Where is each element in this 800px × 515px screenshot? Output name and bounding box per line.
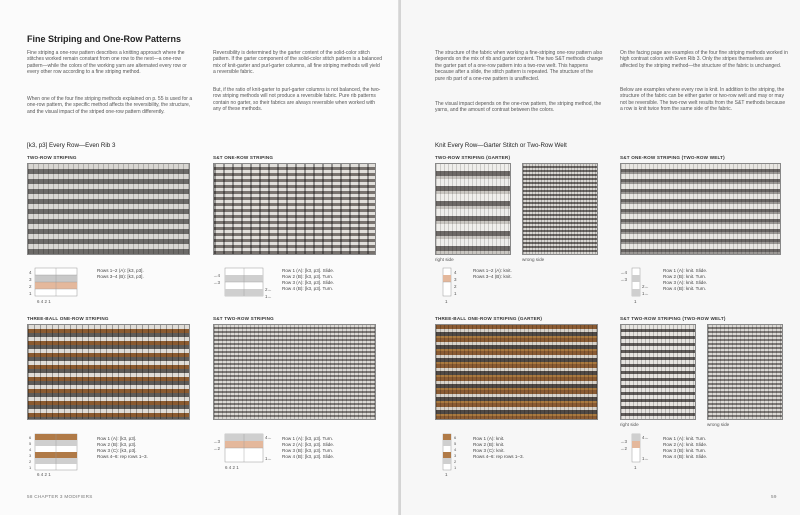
stitch-chart — [27, 266, 89, 306]
chart-row-label: 1 — [29, 291, 32, 296]
chart-row-label: 2← — [642, 284, 650, 289]
left-page — [0, 0, 399, 515]
swatch-caption: THREE-BALL ONE-ROW STRIPING (GARTER) — [435, 316, 543, 321]
right-page — [401, 0, 800, 515]
row-instructions — [97, 268, 144, 280]
row-instruction: Row 1 (A): [k3, p3]. Turn. — [282, 436, 334, 441]
row-instruction: Row 1 (A): [k3, p3]. Slide. — [282, 268, 335, 273]
swatch-caption: TWO-ROW STRIPING — [27, 155, 77, 160]
chart-col-label: 6 4 2 1 — [37, 472, 51, 477]
knit-swatch-image — [435, 324, 598, 420]
chart-row-label: 2 — [29, 459, 32, 464]
row-instruction: Row 3 (A): [k3, p3]. Slide. — [282, 280, 335, 285]
chart-row-label: 4← — [265, 435, 273, 440]
swatch-caption: TWO-ROW STRIPING (GARTER) — [435, 155, 511, 160]
chart-row-label: 2 — [29, 284, 32, 289]
knit-swatch-image — [27, 163, 190, 255]
chart-row-label: 4 — [454, 447, 457, 452]
chart-row-label: 6 — [29, 435, 32, 440]
row-instruction: Rows 3–4 (B): [k3, p3]. — [97, 274, 144, 279]
chart-row-label: →4 — [620, 270, 628, 275]
swatch-caption: S&T ONE-ROW STRIPING (TWO-ROW WELT) — [620, 155, 725, 160]
chart-row-label: 4← — [642, 435, 650, 440]
row-instructions — [97, 436, 148, 460]
chart-col-label: 6 4 2 1 — [225, 465, 239, 470]
chart-row-label: 3 — [454, 277, 457, 282]
row-instruction: Row 3 (B): knit. Turn. — [663, 448, 707, 453]
stitch-chart — [213, 432, 279, 472]
chart-row-label: →3 — [213, 280, 221, 285]
chart-row-label: 4 — [454, 270, 457, 275]
knit-swatch-image — [213, 163, 376, 255]
row-instruction: Row 2 (B): [k3, p3]. — [97, 442, 137, 447]
side-label: wrong side — [522, 257, 545, 262]
chart-row-label: 3 — [29, 453, 32, 458]
chart-row-label: 5 — [29, 441, 32, 446]
stitch-chart — [620, 432, 656, 472]
side-label: right side — [435, 257, 454, 262]
right-col1-para1: The structure of the fabric when working a fine-striping one-row pattern also depends on the mix of rib and garter content. The two S&T methods change the garter part of a one-row pattern into a two-row welt. This happens because after a slide, the stitch pattern is repeated. The structure of the pure rib part of a one-row pattern is unaffected. — [435, 50, 603, 82]
row-instruction: Row 4 (B): knit. Slide. — [663, 454, 708, 459]
left-col2-para1: Reversibility is determined by the garter content of the solid-color stitch pattern. If the garter component of the solid-color stitch pattern is a balanced mix of knit-garter and purl-garter columns, all fine striping methods will yield a reversible fabric. — [213, 50, 382, 76]
row-instructions — [663, 268, 707, 292]
chart-col-label: 1 — [634, 465, 637, 470]
knit-swatch-image — [620, 163, 781, 255]
chart-col-label: 6 4 2 1 — [37, 299, 51, 304]
chart-row-label: 6 — [454, 435, 457, 440]
stitch-chart — [213, 266, 279, 306]
knit-swatch-image — [213, 324, 376, 420]
row-instruction: Row 4 (B): knit. Turn. — [663, 286, 707, 291]
knit-swatch-image — [522, 163, 598, 255]
chart-row-label: →4 — [213, 273, 221, 278]
page-title: Fine Striping and One-Row Patterns — [27, 34, 182, 44]
right-col2-para1: On the facing page are examples of the four fine striping methods worked in high contrast colors with Even Rib 3. Only the stripes themselves are affected by the striping method—the structure of the fabric is unchanged. — [620, 50, 788, 69]
swatch-caption: THREE-BALL ONE-ROW STRIPING — [27, 316, 109, 321]
row-instruction: Row 1 (A): knit. Slide. — [663, 268, 708, 273]
chart-row-label: 2 — [454, 284, 457, 289]
row-instruction: Rows 1–2 (A): [k3, p3]. — [97, 268, 144, 273]
row-instruction: Row 3 (B): [k3, p3]. Turn. — [282, 448, 334, 453]
swatch-caption: S&T TWO-ROW STRIPING — [213, 316, 274, 321]
section-heading: Knit Every Row—Garter Stitch or Two-Row Welt — [435, 142, 567, 149]
row-instruction: Row 3 (A): knit. Slide. — [663, 280, 708, 285]
row-instruction: Row 1 (A): knit. Turn. — [663, 436, 707, 441]
chart-row-label: →3 — [213, 439, 221, 444]
chart-row-label: 1 — [454, 465, 457, 470]
chart-row-label: →2 — [213, 446, 221, 451]
row-instruction: Row 2 (A): [k3, p3]. Slide. — [282, 442, 335, 447]
row-instruction: Rows 4–6: rep rows 1–3. — [473, 454, 524, 459]
row-instruction: Row 4 (B): [k3, p3]. Slide. — [282, 454, 335, 459]
left-col2-para2: But, if the ratio of knit-garter to purl-garter columns is not balanced, the two-row striping methods will not produce a reversible fabric. Pure rib patterns contain no garter, so their fabrics are always reversible when worked with any of these methods. — [213, 87, 381, 113]
knit-swatch-image — [620, 324, 696, 420]
chart-row-label: →2 — [620, 446, 628, 451]
row-instruction: Row 3 (C): [k3, p3]. — [97, 448, 137, 453]
chart-row-label: 1 — [29, 465, 32, 470]
chart-row-label: 4 — [29, 270, 32, 275]
row-instruction: Row 2 (A): knit. Slide. — [663, 442, 708, 447]
chart-row-label: 4 — [29, 447, 32, 452]
side-label: wrong side — [707, 422, 730, 427]
row-instruction: Row 1 (A): knit. — [473, 436, 505, 441]
chart-row-label: 1← — [642, 456, 650, 461]
stitch-chart — [620, 266, 656, 306]
stitch-chart — [435, 266, 465, 306]
swatch-caption: S&T TWO-ROW STRIPING (TWO-ROW WELT) — [620, 316, 726, 321]
row-instructions — [473, 268, 512, 280]
chart-row-label: 2← — [265, 287, 273, 292]
row-instructions — [282, 436, 334, 460]
knit-swatch-image — [27, 324, 190, 420]
side-label: right side — [620, 422, 639, 427]
stitch-chart — [435, 432, 465, 478]
chart-row-label: 1← — [642, 291, 650, 296]
chart-row-label: →3 — [620, 439, 628, 444]
row-instructions — [282, 268, 334, 292]
right-col2-para2: Below are examples where every row is knit. In addition to the striping, the structure of the fabric can be either garter or two-row welt and may or may not be reversible. The two-row welt results from the S&T methods because a row is knit twice from the same side of the fabric. — [620, 87, 786, 113]
page-footer: 58 CHAPTER 3 MODIFIERS — [27, 494, 93, 499]
swatch-caption: S&T ONE-ROW STRIPING — [213, 155, 274, 160]
chart-col-label: 1 — [634, 299, 637, 304]
stitch-chart — [27, 432, 89, 478]
chart-row-label: 3 — [454, 453, 457, 458]
knit-swatch-image — [707, 324, 783, 420]
row-instructions — [473, 436, 524, 460]
row-instruction: Row 1 (A): [k3, p3]. — [97, 436, 137, 441]
row-instructions — [663, 436, 707, 460]
section-heading: [k3, p3] Every Row—Even Rib 3 — [27, 142, 116, 149]
chart-row-label: 1← — [265, 294, 273, 299]
row-instruction: Row 2 (B): knit. — [473, 442, 505, 447]
row-instruction: Row 3 (C): knit. — [473, 448, 505, 453]
left-col1-para1: Fine striping a one-row pattern describes a knitting approach where the stitches worked remain constant from one row to the next—a one-row pattern—while the colors of the working yarn are alternated every row or every other row according to a fine striping method. — [27, 50, 187, 76]
row-instruction: Rows 1–2 (A): knit. — [473, 268, 512, 273]
row-instruction: Row 4 (B): [k3, p3]. Turn. — [282, 286, 334, 291]
row-instruction: Row 2 (B): knit. Turn. — [663, 274, 707, 279]
chart-row-label: 1← — [265, 456, 273, 461]
row-instruction: Row 2 (B): [k3, p3]. Turn. — [282, 274, 334, 279]
left-col1-para2: When one of the four fine striping methods explained on p. 55 is used for a one-row pattern, the specific method affects the reversibility, the structure, and the visual impact of the striped one-row pattern differently. — [27, 96, 193, 115]
chart-row-label: →3 — [620, 277, 628, 282]
chart-row-label: 5 — [454, 441, 457, 446]
chart-row-label: 2 — [454, 459, 457, 464]
chart-col-label: 1 — [445, 472, 448, 477]
right-col1-para2: The visual impact depends on the one-row pattern, the striping method, the yarns, and the amount of contrast between the colors. — [435, 101, 602, 114]
chart-row-label: 1 — [454, 291, 457, 296]
chart-row-label: 3 — [29, 277, 32, 282]
knit-swatch-image — [435, 163, 511, 255]
row-instruction: Rows 4–6: rep rows 1–3. — [97, 454, 148, 459]
chart-col-label: 1 — [445, 299, 448, 304]
page-number: 59 — [771, 494, 777, 499]
row-instruction: Rows 3–4 (B): knit. — [473, 274, 512, 279]
